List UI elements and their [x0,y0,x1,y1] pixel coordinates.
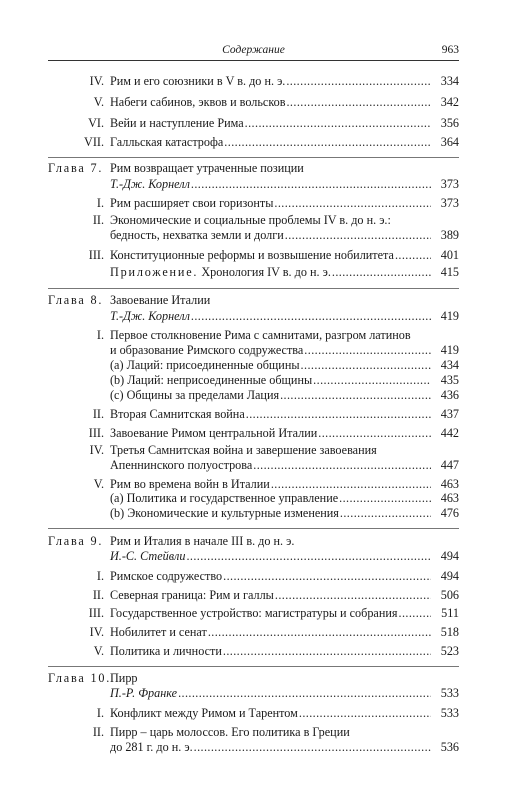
entry-title: Набеги сабинов, эквов и вольсков [110,95,286,109]
entry-title: (c) Общины за пределами Лация [110,388,280,402]
entry-page: 342 [440,95,459,109]
toc-entry [110,569,459,583]
entry-page: 434 [440,358,459,372]
page-number: 963 [441,44,459,56]
toc-entry [110,458,459,472]
leader-dots [285,228,431,242]
running-title: Содержание [222,44,285,56]
toc-entry [110,196,459,210]
entry-title: Вейи и наступление Рима [110,116,244,130]
entry-page: 419 [440,343,459,357]
toc-subentry [110,358,459,372]
leader-dots [313,373,431,387]
entry-title-line1: Первое столкновение Рима с самнитами, разгром латинов [110,328,411,342]
toc-entry [110,625,459,639]
appendix-label: Приложение. [110,265,199,279]
entry-num: III. [88,248,104,262]
entry-title: (a) Политика и государственное управление [110,491,339,505]
entry-num: V. [93,477,104,491]
entry-num: II. [92,407,104,421]
leader-dots [208,625,431,639]
toc-entry [110,740,459,754]
entry-title: Конституционные реформы и возвышение нобилитета [110,248,394,262]
leader-dots [194,740,431,754]
entry-page: 511 [441,606,459,620]
entry-title: Северная граница: Рим и галлы [110,588,274,602]
entry-num: VII. [84,135,104,149]
toc-entry-appendix [110,265,459,279]
chapter-label: Глава 7. [48,161,104,175]
chapter-author-line [110,686,459,700]
toc-entry [110,228,459,242]
chapter-title: Пирр [110,671,138,685]
toc-entry [110,95,459,109]
entry-num: II. [92,213,104,227]
entry-title-line1: Экономические и социальные проблемы IV в. до н. э.: [110,213,391,227]
entry-page: 415 [440,265,459,279]
leader-dots [271,477,431,491]
leader-dots [223,644,431,658]
leader-dots [280,388,431,402]
leader-dots [286,74,431,88]
entry-title: и образование Римского содружества [110,343,304,357]
header-rule [48,60,459,61]
entry-page: 536 [440,740,459,754]
leader-dots [339,491,431,505]
entry-title: Конфликт между Римом и Тарентом [110,706,298,720]
toc-entry [110,74,459,88]
leader-dots [332,265,431,279]
entry-page: 447 [440,458,459,472]
leader-dots [399,606,432,620]
entry-page: 437 [440,407,459,421]
leader-dots [224,135,431,149]
entry-page: 373 [440,177,459,191]
chapter-label: Глава 10. [48,671,112,685]
chapter-title: Рим и Италия в начале III в. до н. э. [110,534,295,548]
toc-entry [110,706,459,720]
chapter-label: Глава 9. [48,534,104,548]
entry-page: 533 [440,706,459,720]
entry-num: VI. [88,116,104,130]
toc-entry [110,407,459,421]
entry-title: Рим расширяет свои горизонты [110,196,274,210]
entry-page: 401 [440,248,459,262]
chapter-author-line [110,177,459,191]
leader-dots [191,309,431,323]
chapter-divider [48,666,459,667]
leader-dots [253,458,431,472]
entry-page: 419 [440,309,459,323]
toc-entry [110,343,459,357]
leader-dots [246,407,431,421]
entry-page: 356 [440,116,459,130]
entry-title: Государственное устройство: магистратуры и собрания [110,606,398,620]
entry-title: Рим во времена войн в Италии [110,477,270,491]
chapter-title: Завоевание Италии [110,293,211,307]
entry-page: 463 [440,477,459,491]
entry-title: (a) Лаций: присоединенные общины [110,358,300,372]
chapter-author: Т.-Дж. Корнелл [110,309,190,323]
entry-title: (b) Экономические и культурные изменения [110,506,339,520]
entry-num: IV. [89,74,104,88]
entry-num: II. [92,725,104,739]
chapter-label: Глава 8. [48,293,104,307]
toc-subentry [110,373,459,387]
entry-title-line1: Пирр – царь молоссов. Его политика в Греции [110,725,350,739]
entry-page: 435 [440,373,459,387]
chapter-title: Рим возвращает утраченные позиции [110,161,304,175]
entry-num: I. [96,569,104,583]
entry-num: V. [93,644,104,658]
leader-dots [223,569,431,583]
entry-title-line1: Третья Самнитская война и завершение завоевания [110,443,377,457]
chapter-divider [48,528,459,529]
toc-entry [110,606,459,620]
entry-num: I. [96,328,104,342]
toc-subentry [110,506,459,520]
entry-page: 523 [440,644,459,658]
entry-page: 494 [440,569,459,583]
entry-title: Завоевание Римом центральной Италии [110,426,318,440]
leader-dots [245,116,431,130]
entry-page: 389 [440,228,459,242]
entry-title: бедность, нехватка земли и долги [110,228,284,242]
entry-page: 364 [440,135,459,149]
toc-entry [110,248,459,262]
entry-page: 476 [440,506,459,520]
leader-dots [186,549,431,563]
leader-dots [274,196,431,210]
entry-page: 436 [440,388,459,402]
chapter-author: Т.-Дж. Корнелл [110,177,190,191]
entry-page: 518 [440,625,459,639]
entry-num: V. [93,95,104,109]
chapter-author-line [110,309,459,323]
toc-subentry [110,491,459,505]
entry-page: 506 [440,588,459,602]
toc-entry [110,116,459,130]
entry-page: 373 [440,196,459,210]
chapter-divider [48,288,459,289]
entry-title: Галльская катастрофа [110,135,224,149]
entry-page: 494 [440,549,459,563]
leader-dots [275,588,431,602]
leader-dots [286,95,431,109]
entry-page: 533 [440,686,459,700]
entry-title: Нобилитет и сенат [110,625,207,639]
toc-entry [110,426,459,440]
toc-entry [110,644,459,658]
entry-num: I. [96,706,104,720]
leader-dots [191,177,431,191]
entry-num: IV. [89,443,104,457]
entry-num: IV. [89,625,104,639]
entry-title: Политика и личности [110,644,222,658]
entry-title: Вторая Самнитская война [110,407,245,421]
entry-num: I. [96,196,104,210]
leader-dots [395,248,431,262]
leader-dots [301,358,431,372]
leader-dots [318,426,431,440]
chapter-divider [48,157,459,158]
toc-entry [110,135,459,149]
entry-title: Рим и его союзники в V в. до н. э. [110,74,286,88]
leader-dots [299,706,431,720]
chapter-author-line [110,549,459,563]
entry-page: 463 [440,491,459,505]
entry-num: II. [92,588,104,602]
entry-page: 442 [440,426,459,440]
leader-dots [178,686,431,700]
leader-dots [340,506,431,520]
leader-dots [304,343,431,357]
chapter-author: И.-С. Стейвли [110,549,186,563]
entry-title: Римское содружество [110,569,223,583]
entry-title: Апеннинского полуострова [110,458,253,472]
running-header [48,44,459,60]
toc-entry [110,477,459,491]
entry-num: III. [88,606,104,620]
chapter-author: П.-Р. Франке [110,686,178,700]
toc-entry [110,588,459,602]
entry-title: Хронология IV в. до н. э. [198,265,331,279]
toc-subentry [110,388,459,402]
entry-num: III. [88,426,104,440]
entry-title: (b) Лаций: неприсоединенные общины [110,373,313,387]
entry-title: до 281 г. до н. э. [110,740,193,754]
entry-page: 334 [440,74,459,88]
